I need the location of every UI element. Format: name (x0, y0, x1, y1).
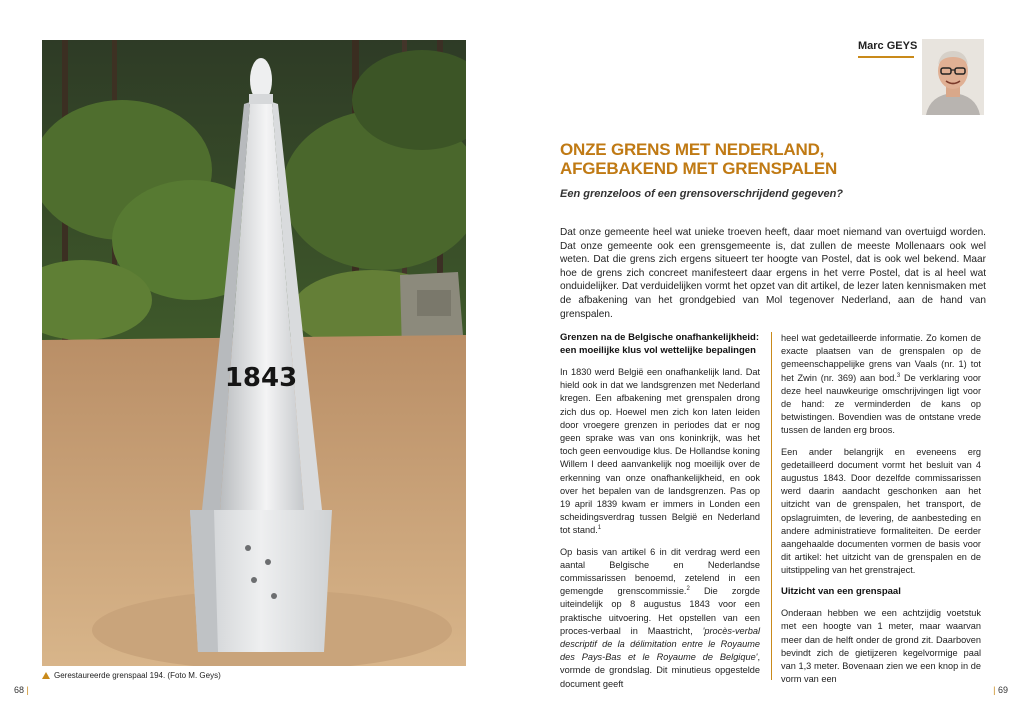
page-number-right: | 69 (993, 685, 1008, 695)
pillar-year: 1843 (224, 363, 298, 393)
photo-caption: Gerestaureerde grenspaal 194. (Foto M. Geys) (42, 671, 221, 680)
article-title: ONZE GRENS MET NEDERLAND, AFGEBAKEND MET GRENSPALEN (560, 140, 838, 178)
paragraph: Onderaan hebben we een achtzijdig voetstuk met een hoogte van 1 meter, maar waarvan meer dan de helft onder de grond zit. Daarboven bevindt zich de gietijzeren kegelvormige paal van 1,3 meter. Bovenaan zien we een knop in de vorm van een (781, 608, 981, 685)
intro-paragraph: Dat onze gemeente heel wat unieke troeven heeft, daar moet niemand van overtuigd worden. Dat onze gemeente ook een grensgemeente is, dat zullen de meeste Mollenaars ook wel weten. Dat die grens zich ergens situeert ter hoogte van Postel, dat is ook wel bekend. Maar hoe de grens zich concreet manifesteert daar ergens in het verre Postel, dat is al heel wat onduidelijker. Dat verduidelijken vormt het opzet van dit artikel, de lezer laten kennismaken met de afbakening van het grondgebied van Mol tegenover Nederland, aan de hand van grenspalen. (560, 227, 986, 320)
page-number-left: 68 | (14, 685, 29, 695)
column-right (781, 332, 981, 694)
paragraph: Op basis van artikel 6 in dit verdrag werd een aantal Belgische en Nederlandse commissarissen benoemd, zetelend in een gemengde grenscommissie.$^2$ Die zorgde uiteindelijk op 8 augustus 1843 voor een praktische uitvoering. Het opstellen van een proces-verbaal in Maastricht, 'procès-verbal descriptif de la délimitation entre le Royaume des Pays-Bas et le Royaume de Belgique', vormde de grondslag. Dit minutieus opgestelde document geeft (560, 546, 761, 689)
article-subtitle: Een grenzeloos of een grensoverschrijdend gegeven? (560, 188, 844, 200)
column-divider (771, 332, 772, 680)
author-underline (858, 56, 914, 58)
triangle-icon (42, 672, 50, 679)
author-portrait (922, 39, 984, 115)
paragraph: In 1830 werd België een onafhankelijk land. Dat hield ook in dat we landsgrenzen met Nederland kregen. Een afbakening met grenspalen drong zich dus op. Hoewel men zich kon laten leiden door vroegere grenzen in periodes dat er nog geen sprake was van ons koninkrijk, was het toch geen eenvoudige klus. De Hollandse koning Willem I deed aanvankelijk nog moeilijk over de erkenning van onze onafhankelijkheid, en ook over het bepalen van de landsgrenzen. Pas op 19 april 1839 kwam er immers in Londen een scheidingsverdrag tussen België en Nederland tot stand.$^1$ (560, 367, 760, 536)
section-heading-2: Uitzicht van een grenspaal (781, 585, 901, 597)
paragraph: Een ander belangrijk en eveneens erg gedetailleerd document vormt het besluit van 4 augustus 1843. Door dezelfde commissarissen werd daarin aandacht geschonken aan het uitzicht van de grenspalen, het transport, de opslagruimten, de levering, de aanbesteding en andere administratieve formaliteiten. De eerder aangehaalde documenten vormen de basis voor dit artikel: het uitzicht van de grenspalen en de uitstippeling van het grenstraject. (781, 446, 981, 576)
boundary-post-photo (42, 40, 466, 666)
column-left (560, 332, 760, 699)
section-heading-1: Grenzen na de Belgische onafhankelijkheid: een moeilijke klus vol wettelijke bepalingen (560, 332, 760, 356)
author-name: Marc GEYS (858, 40, 918, 52)
paragraph: heel wat gedetailleerde informatie. Zo komen de exacte plaatsen van de grenspalen op de gemeenschappelijke grens van Vaals (nr. 1) tot het Zwin (nr. 369) aan bod.$^3$ De verklaring voor deze heel nauwkeurige omschrijvingen ligt voor de hand: ze verminderden de kans op betwistingen. Bovendien was de ontstane vrede tussen de landen erg broos. (781, 333, 981, 436)
